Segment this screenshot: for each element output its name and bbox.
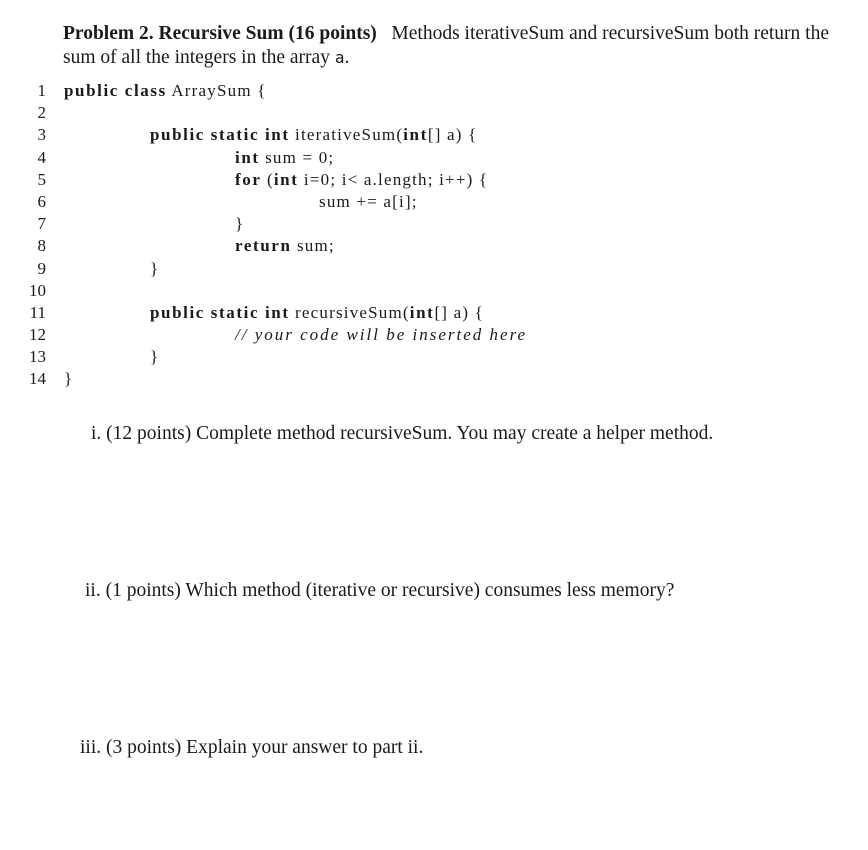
code-token: } bbox=[64, 369, 74, 389]
question-ii: ii. (1 points) Which method (iterative or recursive) consumes less memory? bbox=[85, 580, 675, 601]
code-token: ArraySum { bbox=[166, 81, 267, 100]
code-token: iterativeSum( bbox=[289, 125, 404, 145]
code-token: recursiveSum( bbox=[289, 302, 410, 322]
code-keyword: return bbox=[235, 236, 292, 256]
code-text bbox=[150, 258, 159, 280]
problem-intro bbox=[63, 22, 853, 70]
code-token: } bbox=[235, 214, 245, 234]
code-line bbox=[0, 80, 868, 102]
code-text bbox=[64, 80, 267, 102]
code-line bbox=[0, 346, 868, 368]
description-end: . bbox=[344, 47, 350, 68]
code-line bbox=[0, 102, 868, 124]
line-number: 2 bbox=[37, 103, 46, 123]
code-line bbox=[0, 169, 868, 191]
code-keyword: int bbox=[409, 302, 435, 322]
line-number: 5 bbox=[37, 169, 46, 189]
code-line bbox=[0, 258, 868, 280]
problem-description: Methods iterativeSum and recursiveSum both return the sum of all the integers in the array bbox=[63, 23, 829, 68]
code-token: } bbox=[150, 258, 160, 278]
code-token: sum = 0; bbox=[259, 147, 335, 167]
line-number: 1 bbox=[37, 81, 46, 100]
code-keyword: int bbox=[235, 147, 260, 167]
code-token: sum; bbox=[291, 236, 335, 256]
code-text bbox=[150, 124, 477, 146]
code-keyword: for bbox=[235, 169, 262, 189]
code-keyword: public static int bbox=[150, 125, 290, 145]
code-keyword: public class bbox=[64, 81, 167, 100]
code-text bbox=[64, 368, 73, 390]
code-text bbox=[235, 169, 488, 191]
line-number: 6 bbox=[37, 191, 46, 211]
code-listing bbox=[0, 80, 868, 391]
line-number: 13 bbox=[29, 347, 46, 367]
code-comment: // your code will be inserted here bbox=[235, 325, 528, 345]
code-token: ( bbox=[261, 169, 274, 189]
code-text bbox=[150, 346, 159, 368]
line-number: 14 bbox=[29, 369, 46, 389]
question-iii: iii. (3 points) Explain your answer to part ii. bbox=[80, 737, 424, 758]
line-number: 10 bbox=[29, 280, 46, 300]
code-line bbox=[0, 191, 868, 213]
question-i: i. (12 points) Complete method recursiveSum. You may create a helper method. bbox=[91, 423, 714, 444]
line-number: 11 bbox=[29, 302, 46, 322]
code-line bbox=[0, 302, 868, 324]
array-name: a bbox=[334, 48, 345, 67]
code-line bbox=[0, 235, 868, 257]
code-keyword: int bbox=[403, 125, 428, 145]
code-text bbox=[319, 191, 418, 213]
code-line bbox=[0, 280, 868, 302]
code-token: [] a) { bbox=[434, 302, 485, 322]
code-text bbox=[150, 302, 484, 324]
code-text bbox=[235, 147, 334, 169]
line-number: 3 bbox=[37, 125, 46, 145]
code-line bbox=[0, 324, 868, 346]
code-token: i=0; i< a.length; i++) { bbox=[298, 169, 489, 189]
code-line bbox=[0, 124, 868, 146]
code-token: } bbox=[150, 347, 160, 367]
code-text bbox=[235, 235, 335, 257]
code-token: sum += a[i]; bbox=[319, 191, 418, 211]
code-line bbox=[0, 147, 868, 169]
code-line bbox=[0, 213, 868, 235]
line-number: 7 bbox=[37, 214, 46, 234]
line-number: 9 bbox=[37, 258, 46, 278]
code-keyword: public static int bbox=[150, 302, 290, 322]
line-number: 8 bbox=[37, 236, 46, 256]
line-number: 4 bbox=[37, 147, 46, 167]
code-keyword: int bbox=[273, 169, 299, 189]
code-text bbox=[235, 213, 244, 235]
code-line bbox=[0, 368, 868, 390]
code-token: [] a) { bbox=[427, 125, 478, 145]
code-text bbox=[235, 324, 527, 346]
line-number: 12 bbox=[29, 325, 46, 345]
problem-heading: Problem 2. Recursive Sum (16 points) bbox=[63, 23, 377, 44]
